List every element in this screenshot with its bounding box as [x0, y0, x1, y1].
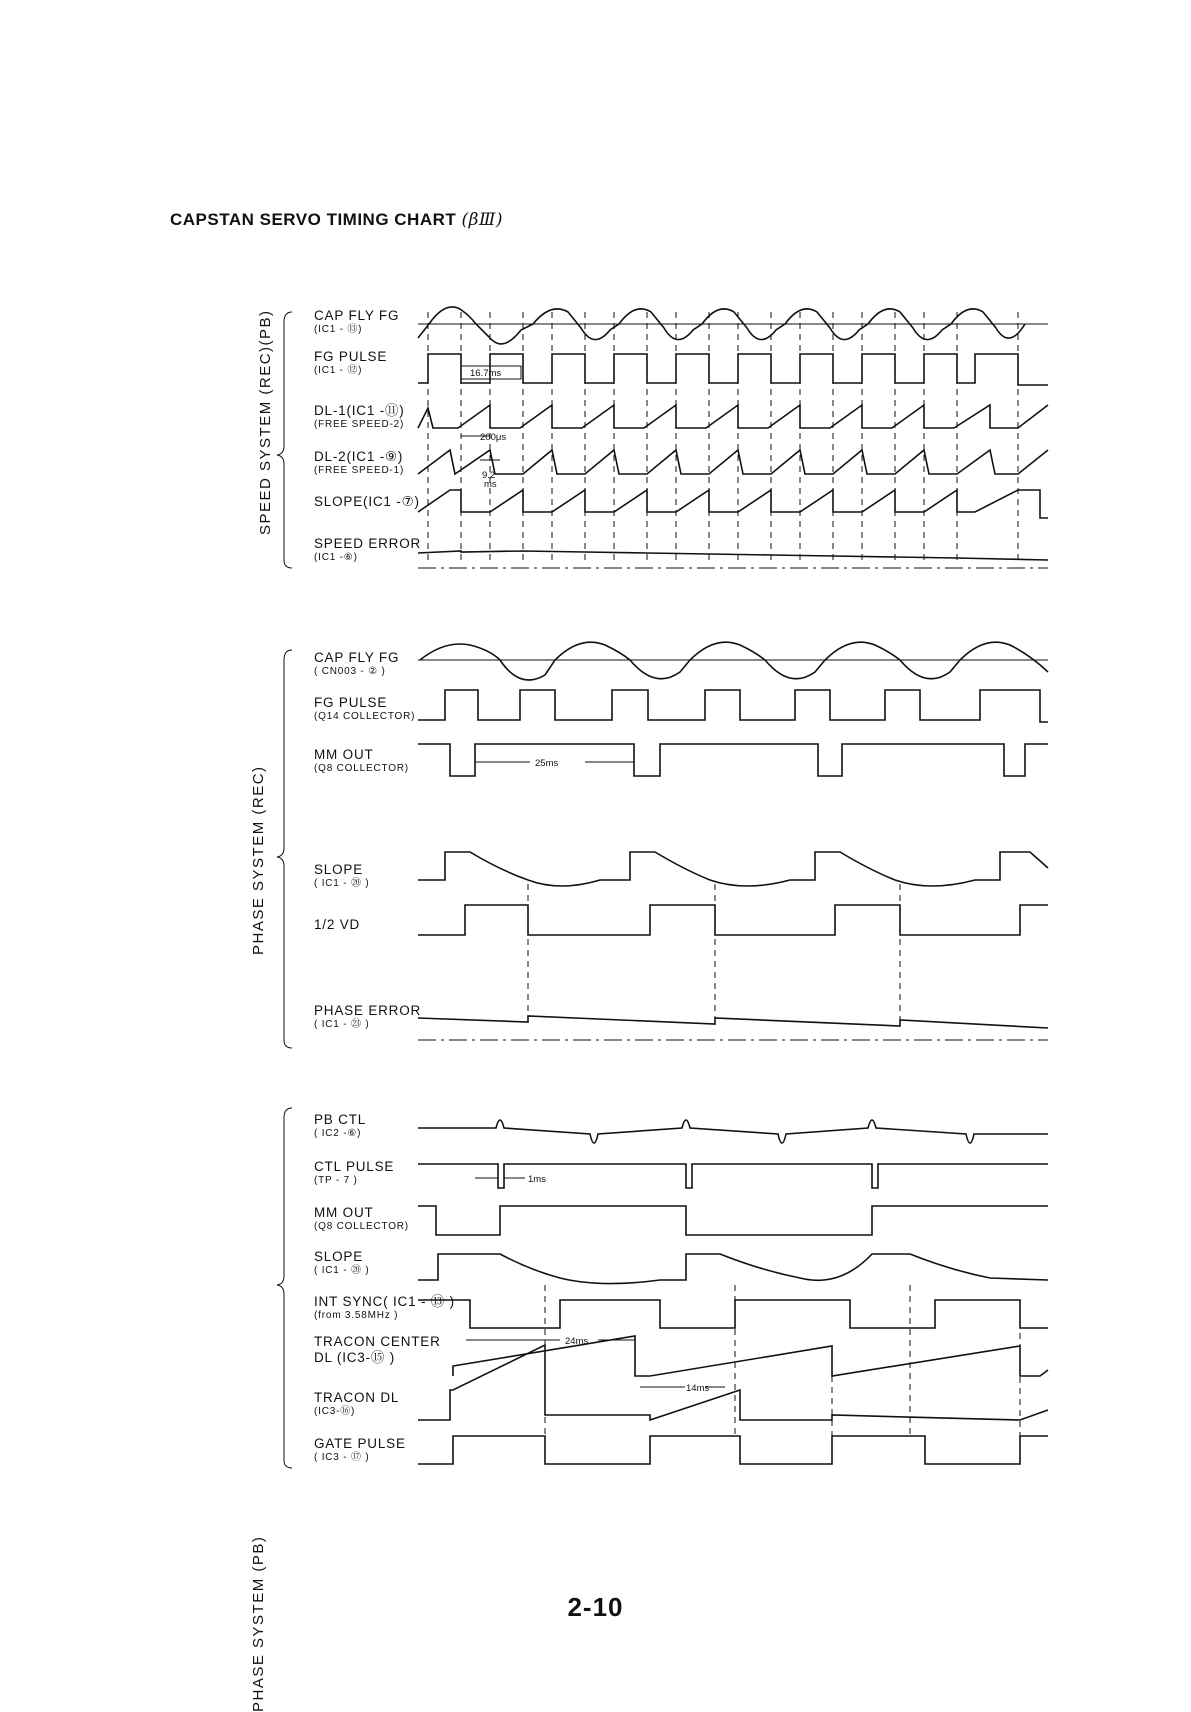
brace-phase-pb — [277, 1108, 292, 1468]
signal-name: TRACON DL — [314, 1390, 400, 1405]
speed-fg-pulse-wave — [418, 354, 1048, 385]
signal-name: PHASE ERROR — [314, 1003, 422, 1018]
signal-source: (from 3.58MHz ) — [314, 1310, 399, 1322]
signal-source: (IC1 -⑥) — [314, 552, 358, 564]
signal-source: (Q8 COLLECTOR) — [314, 1221, 409, 1233]
signal-source: ( IC1 - ⑳ ) — [314, 1265, 370, 1277]
signal-name: 1/2 VD — [314, 917, 361, 932]
pb-int-sync-wave — [418, 1300, 1048, 1328]
pb-ctl-pulse-wave — [418, 1164, 1048, 1188]
signal-name: INT SYNC( IC1 - ⑬ ) — [314, 1294, 455, 1309]
signal-source: (TP - 7 ) — [314, 1175, 358, 1187]
chart-title-suffix: (βⅢ) — [461, 210, 504, 230]
speed-dl1-wave — [418, 405, 1048, 428]
signal-source: ( IC1 - ㉓ ) — [314, 1019, 370, 1031]
pb-tracon-delay-annotation: 14ms — [686, 1383, 710, 1394]
section-label-phase-rec: PHASE SYSTEM (REC) — [250, 765, 267, 955]
signal-name: SLOPE — [314, 1249, 364, 1264]
signal-name: TRACON CENTER — [314, 1334, 441, 1349]
speed-dl2-wave — [418, 450, 1048, 474]
signal-source: (IC1 - ⑬) — [314, 324, 363, 336]
speed-period-annotation: 16.7ms — [470, 368, 502, 379]
speed-vertical-guides — [428, 312, 1018, 560]
rec-half-vd-wave — [418, 905, 1048, 935]
signal-source: (Q8 COLLECTOR) — [314, 763, 409, 775]
pb-mm-out-wave — [418, 1206, 1048, 1235]
speed-error-wave — [418, 551, 1048, 560]
signal-name: CAP FLY FG — [314, 650, 400, 665]
signal-name: MM OUT — [314, 1205, 374, 1220]
signal-name: PB CTL — [314, 1112, 367, 1127]
rec-fg-pulse-wave — [418, 690, 1048, 722]
signal-name: CAP FLY FG — [314, 308, 400, 323]
speed-delay-annotation: 200μs — [480, 432, 507, 443]
signal-name: DL-1(IC1 -⑪) — [314, 403, 405, 418]
signal-source: (FREE SPEED-1) — [314, 465, 405, 477]
signal-name: CTL PULSE — [314, 1159, 395, 1174]
pb-period-annotation: 24ms — [565, 1336, 589, 1347]
signal-name: FG PULSE — [314, 349, 388, 364]
rec-phase-error-wave — [418, 1016, 1048, 1028]
pb-gate-pulse-wave — [418, 1436, 1048, 1464]
signal-source: ( IC3 - ⑰ ) — [314, 1452, 370, 1464]
signal-source: DL (IC3-⑮ ) — [314, 1350, 396, 1366]
signal-source: (FREE SPEED-2) — [314, 419, 405, 431]
rec-mm-out-wave — [418, 744, 1048, 776]
pb-tracon-center-wave — [453, 1336, 1048, 1376]
speed-slope-wave — [418, 490, 1048, 518]
rec-cap-fly-fg-wave — [420, 642, 1048, 680]
speed-ramp-annotation: 9.2 — [482, 470, 496, 481]
signal-source: ( IC2 -⑥) — [314, 1128, 362, 1140]
pb-ctl-wave — [418, 1120, 1048, 1143]
signal-name: SLOPE — [314, 862, 364, 877]
signal-name: FG PULSE — [314, 695, 388, 710]
chart-title-text: CAPSTAN SERVO TIMING CHART — [170, 210, 457, 229]
brace-speed — [277, 312, 292, 568]
signal-name: DL-2(IC1 -⑨) — [314, 449, 404, 464]
signal-name: GATE PULSE — [314, 1436, 406, 1451]
signal-source: ( IC1 - ⑳ ) — [314, 878, 370, 890]
signal-source: (Q14 COLLECTOR) — [314, 711, 416, 723]
page-number: 2-10 — [567, 1592, 624, 1622]
signal-source: (IC1 - ⑫) — [314, 365, 363, 377]
signal-source: (IC3-⑯) — [314, 1406, 356, 1418]
speed-ramp-unit: ms — [484, 479, 497, 490]
rec-mm-width-label: 25ms — [535, 758, 559, 769]
pb-slope-wave — [418, 1254, 1048, 1284]
signal-name: SPEED ERROR — [314, 536, 422, 551]
signal-source: ( CN003 - ② ) — [314, 666, 386, 678]
signal-name: SLOPE(IC1 -⑦) — [314, 494, 420, 509]
section-label-speed: SPEED SYSTEM (REC)(PB) — [257, 309, 274, 535]
brace-phase-rec — [277, 650, 292, 1048]
section-label-phase-pb: PHASE SYSTEM (PB) — [250, 1535, 267, 1712]
pb-ctl-width-annotation: 1ms — [528, 1174, 546, 1185]
rec-slope-wave — [418, 852, 1048, 886]
speed-cap-fly-fg-wave — [418, 307, 1025, 344]
signal-name: MM OUT — [314, 747, 374, 762]
